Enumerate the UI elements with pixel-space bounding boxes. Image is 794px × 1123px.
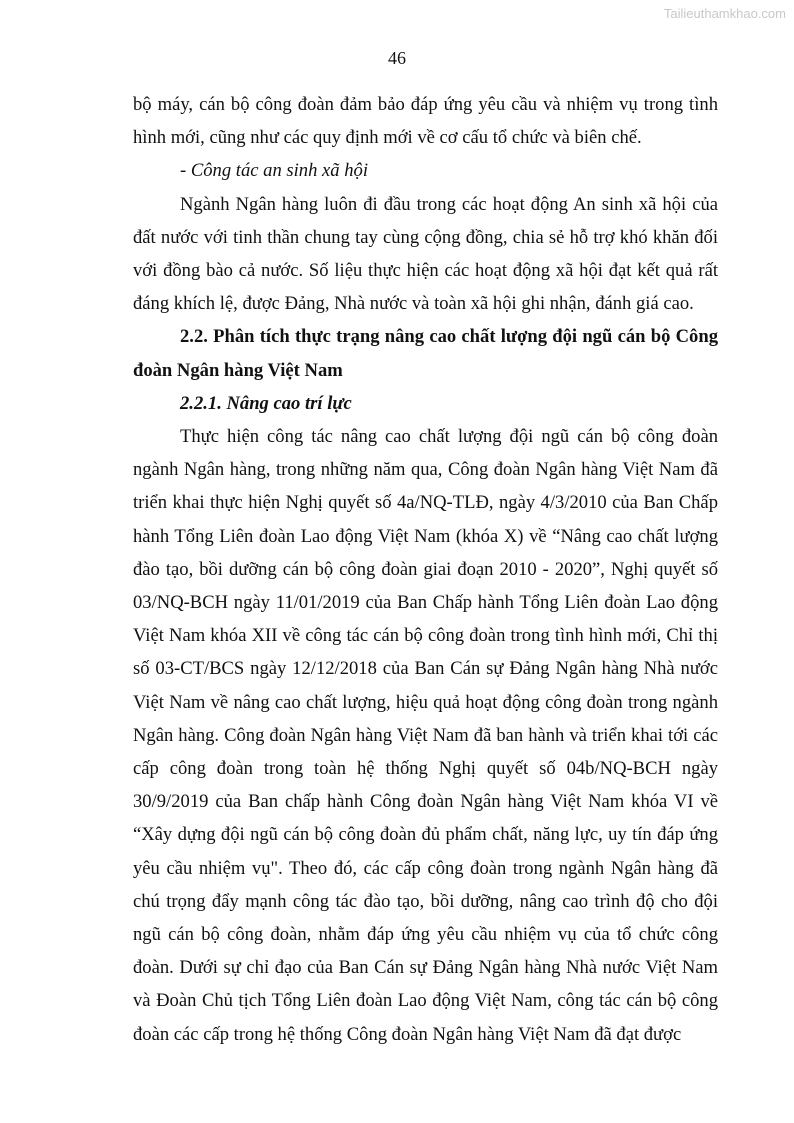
section-heading-2-2: 2.2. Phân tích thực trạng nâng cao chất lượng đội ngũ cán bộ Công đoàn Ngân hàng Việt Nam [133, 326, 718, 381]
paragraph-continuation: bộ máy, cán bộ công đoàn đảm bảo đáp ứng yêu cầu và nhiệm vụ trong tình hình mới, cũng như các quy định mới về cơ cấu tổ chức và biên chế. [133, 94, 718, 149]
paragraph-social-security: Ngành Ngân hàng luôn đi đầu trong các hoạt động An sinh xã hội của đất nước với tinh thần chung tay cùng cộng đồng, chia sẻ hỗ trợ khó khăn đối với đồng bào cả nước. Số liệu thực hiện các hoạt động xã hội đạt kết quả rất đáng khích lệ, được Đảng, Nhà nước và toàn xã hội ghi nhận, đánh giá cao. [133, 193, 718, 315]
document-body [133, 88, 718, 1051]
section-heading-2-2-1: 2.2.1. Nâng cao trí lực [180, 392, 352, 414]
paragraph-intellectual-capacity: Thực hiện công tác nâng cao chất lượng đội ngũ cán bộ công đoàn ngành Ngân hàng, trong những năm qua, Công đoàn Ngân hàng Việt Nam đã triển khai thực hiện Nghị quyết số 4a/NQ-TLĐ, ngày 4/3/2010 của Ban Chấp hành Tổng Liên đoàn Lao động Việt Nam (khóa X) về “Nâng cao chất lượng đào tạo, bồi dưỡng cán bộ công đoàn giai đoạn 2010 - 2020”, Nghị quyết số 03/NQ-BCH ngày 11/01/2019 của Ban Chấp hành Tổng Liên đoàn Lao động Việt Nam khóa XII về công tác cán bộ công đoàn trong tình hình mới, Chỉ thị số 03-CT/BCS ngày 12/12/2018 của Ban Cán sự Đảng Ngân hàng Nhà nước Việt Nam về nâng cao chất lượng, hiệu quả hoạt động công đoàn trong ngành Ngân hàng. Công đoàn Ngân hàng Việt Nam đã ban hành và triển khai tới các cấp công đoàn trong toàn hệ thống Nghị quyết số 04b/NQ-BCH ngày 30/9/2019 của Ban chấp hành Công đoàn Ngân hàng Việt Nam khóa VI về “Xây dựng đội ngũ cán bộ công đoàn đủ phẩm chất, năng lực, uy tín đáp ứng yêu cầu nhiệm vụ". Theo đó, các cấp công đoàn trong ngành Ngân hàng đã chú trọng đẩy mạnh công tác đào tạo, bồi dưỡng, nâng cao trình độ cho đội ngũ cán bộ công đoàn, nhằm đáp ứng yêu cầu nhiệm vụ của tổ chức công đoàn. Dưới sự chỉ đạo của Ban Cán sự Đảng Ngân hàng Nhà nước Việt Nam và Đoàn Chủ tịch Tổng Liên đoàn Lao động Việt Nam, công tác cán bộ công đoàn các cấp trong hệ thống Công đoàn Ngân hàng Việt Nam đã đạt được [133, 426, 718, 1045]
subsection-label-social-security: - Công tác an sinh xã hội [180, 160, 368, 182]
page-number: 46 [388, 48, 406, 68]
watermark-text: Tailieuthamkhao.com [663, 6, 786, 21]
